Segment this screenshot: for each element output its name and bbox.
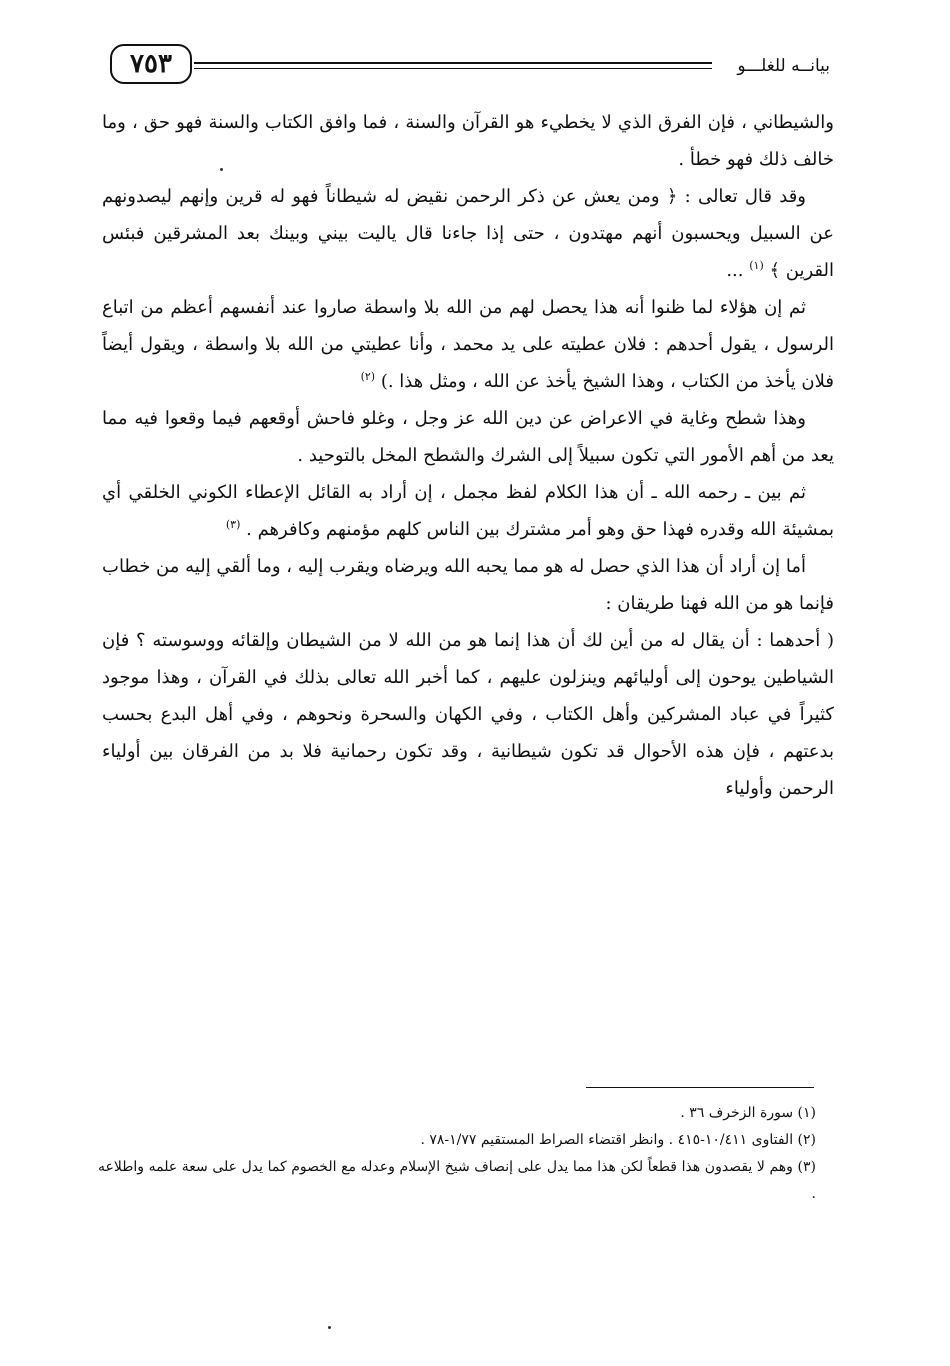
page-number: ٧٥٣ <box>110 44 192 84</box>
paragraph: ثم إن هؤلاء لما ظنوا أنه هذا يحصل لهم من الله بلا واسطة صاروا عند أنفسهم أعظم من اتباع الرسول ، يقول أحدهم : فلان عطيته على يد محمد ، وأنا عطيتي من الله بلا واسطة ، ويقول أيضاً فلان يأخذ من الكتاب ، وهذا الشيخ يأخذ عن الله ، ومثل هذا .) $^{(٢)}$ <box>102 297 834 392</box>
paragraph: والشيطاني ، فإن الفرق الذي لا يخطيء هو القرآن والسنة ، فما وافق الكتاب والسنة فهو حق ، وما خالف ذلك فهو خطأ . <box>102 112 834 170</box>
footnote: (١) سورة الزخرف ٣٦ . <box>680 1105 816 1121</box>
footnote: (٢) الفتاوى ١٠/٤١١-٤١٥ . وانظر اقتضاء الصراط المستقيم ١/٧٧-٧٨ . <box>420 1132 816 1148</box>
footnote-ref: (١) <box>749 259 764 272</box>
ellipsis: ... <box>726 260 744 281</box>
header-rule <box>194 62 712 64</box>
paragraph: ( أحدهما : أن يقال له من أين لك أن هذا إنما هو من الله لا من الشيطان وإلقائه ووسوسته ؟ فإن الشياطين يوحون إلى أوليائهم وينزلون عليهم ، كما أخبر الله تعالى بذلك في القرآن ، وهذا موجود كثيراً في عباد المشركين وأهل الكتاب ، وفي الكهان والسحرة ونحوهم ، وفي أهل البدع بحسب بدعتهم ، فإن هذه الأحوال قد تكون شيطانية ، وقد تكون رحمانية فلا بد من الفرقان بين أولياء الرحمن وأولياء <box>102 630 834 799</box>
scan-speck <box>328 1326 331 1329</box>
running-title: بيانــه للغلـــو <box>737 56 830 76</box>
body-text <box>102 104 834 807</box>
footnote-ref: (٣) <box>225 518 241 531</box>
page-header <box>110 44 830 96</box>
paragraph: أما إن أراد أن هذا الذي حصل له هو مما يحبه الله ويرضاه ويقرب إليه ، وما ألقي إليه من خطاب فإنما هو من الله فهنا طريقان : <box>102 556 834 614</box>
footnote-rule <box>586 1087 814 1088</box>
paragraph: وقد قال تعالى : ﴿ ومن يعش عن ذكر الرحمن نقيض له شيطاناً فهو له قرين وإنهم ليصدونهم عن السبيل ويحسبون أنهم مهتدون ، حتى إذا جاءنا قال ياليت بيني وبينك بعد المشرقين فبئس القرين ﴾ $^{(١)}$ ... <box>102 186 834 281</box>
footnote-ref: (٢) <box>360 370 376 383</box>
footnotes <box>98 1100 816 1208</box>
header-rule-thin <box>194 68 712 69</box>
footnote: (٣) وهم لا يقصدون هذا قطعاً لكن هذا مما يدل على إنصاف شيخ الإسلام وعدله مع الخصوم كما يدل على سعة علمه واطلاعه . <box>98 1159 816 1202</box>
paragraph: ثم بين ـ رحمه الله ـ أن هذا الكلام لفظ مجمل ، إن أراد به القائل الإعطاء الكوني الخلقي أي بمشيئة الله وقدره فهذا حق وهو أمر مشترك بين الناس كلهم مؤمنهم وكافرهم . $^{(٣)}$ <box>102 482 834 540</box>
scan-speck <box>220 168 223 171</box>
paragraph: وهذا شطح وغاية في الاعراض عن دين الله عز وجل ، وغلو فاحش أوقعهم فيما وقعوا فيه مما يعد من أهم الأمور التي تكون سبيلاً إلى الشرك والشطح المخل بالتوحيد . <box>102 408 834 466</box>
